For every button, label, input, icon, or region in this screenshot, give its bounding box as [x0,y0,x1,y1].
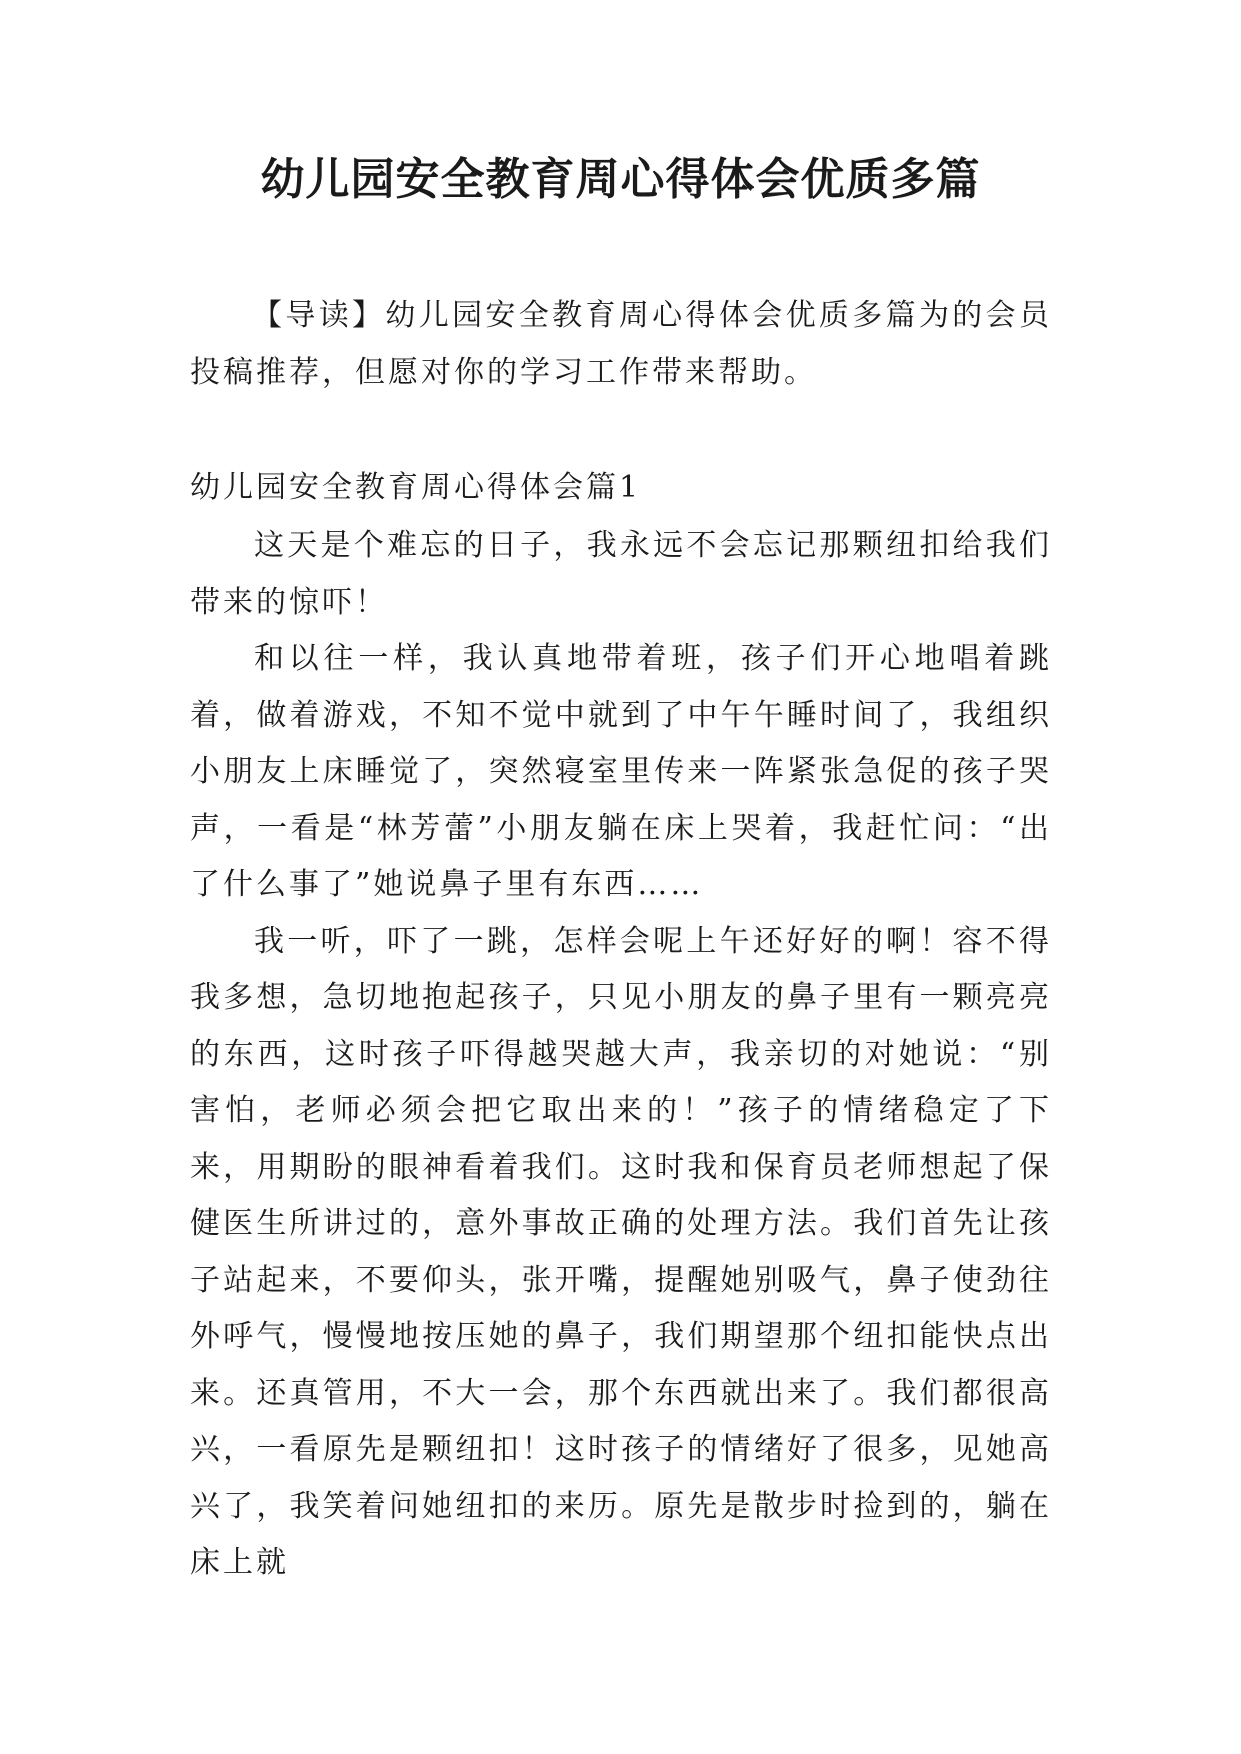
document-title: 幼儿园安全教育周心得体会优质多篇 [260,154,981,205]
body-paragraph: 和以往一样，我认真地带着班，孩子们开心地唱着跳着，做着游戏，不知不觉中就到了中午午睡时间了，我组织小朋友上床睡觉了，突然寝室里传来一阵紧张急促的孩子哭声，一看是“林芳蕾”小朋友躺在床上哭着，我赶忙问：“出了什么事了”她说鼻子里有东西…… [190,641,1052,902]
body-paragraph: 我一听，吓了一跳，怎样会呢上午还好好的啊！容不得我多想，急切地抱起孩子，只见小朋友的鼻子里有一颗亮亮的东西，这时孩子吓得越哭越大声，我亲切的对她说：“别害怕，老师必须会把它取出来的！”孩子的情绪稳定了下来，用期盼的眼神看着我们。这时我和保育员老师想起了保健医生所讲过的，意外事故正确的处理方法。我们首先让孩子站起来，不要仰头，张开嘴，提醒她别吸气，鼻子使劲往外呼气，慢慢地按压她的鼻子，我们期望那个纽扣能快点出来。还真管用，不大一会，那个东西就出来了。我们都很高兴，一看原先是颗纽扣！这时孩子的情绪好了很多，见她高兴了，我笑着问她纽扣的来历。原先是散步时捡到的，躺在床上就 [190,923,1052,1580]
intro-paragraph: 【导读】幼儿园安全教育周心得体会优质多篇为的会员投稿推荐，但愿对你的学习工作带来帮助。 [190,298,1052,390]
section-content [190,518,1052,1592]
section-heading: 幼儿园安全教育周心得体会篇1 [190,470,642,505]
body-paragraph: 这天是个难忘的日子，我永远不会忘记那颗纽扣给我们带来的惊吓！ [190,528,1052,620]
